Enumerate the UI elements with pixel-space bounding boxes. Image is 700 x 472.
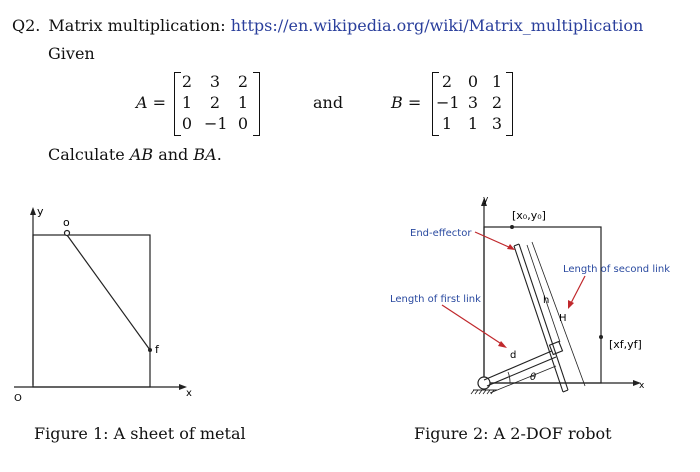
point-f [148, 348, 152, 352]
matrix-a-cell: 0 [237, 114, 249, 133]
second-link-arrowhead [568, 300, 574, 309]
question-number: Q2. [12, 16, 41, 35]
first-link-edge [484, 350, 554, 380]
second-link-arrow [570, 276, 585, 305]
calculate-instruction [48, 145, 222, 164]
calc-end: . [216, 145, 222, 164]
calc-prefix: Calculate [48, 145, 130, 164]
label-first-link: Length of first link [390, 294, 481, 305]
matrix-a-label: A = [136, 93, 167, 112]
label-second-link: Length of second link [563, 264, 671, 275]
figure2-label-y: y [483, 195, 489, 205]
label-h-upper: H [559, 313, 567, 324]
figure1-label-origin: O [14, 393, 22, 404]
base-joint [478, 377, 490, 389]
label-xf-yf: [xf,yf] [609, 338, 642, 351]
matrix-a-cell: 0 [181, 114, 193, 133]
figure1-label-f: f [155, 343, 159, 356]
figure1-label-y: y [37, 205, 44, 218]
calc-ba: BA [193, 145, 217, 164]
matrix-a-cell: 2 [181, 72, 193, 91]
matrix-b-label: B = [391, 93, 422, 112]
dimension-d [490, 366, 556, 393]
question-title: Matrix multiplication: [48, 16, 226, 35]
second-link-cap [563, 390, 568, 392]
label-h-lower: h [543, 295, 550, 306]
given-label: Given [48, 44, 95, 63]
figure1-label-o: o [63, 216, 70, 229]
dimension-h [527, 245, 560, 342]
matrix-b-cell: 1 [441, 114, 453, 133]
figure1-label-x: x [186, 388, 192, 399]
matrix-a-cell: 2 [237, 72, 249, 91]
point-xo-yo [510, 225, 514, 229]
and-label: and [313, 93, 344, 112]
matrix-a-right-bracket [253, 72, 260, 136]
point-o [65, 231, 70, 236]
calc-ab: AB [129, 145, 154, 164]
matrix-a-cell: −1 [204, 114, 228, 133]
figure1-caption: Figure 1: A sheet of metal [34, 424, 246, 443]
calc-mid: and [153, 145, 194, 164]
matrix-b-cell: 3 [491, 114, 503, 133]
matrix-b-cell: 2 [491, 93, 503, 112]
label-xo-yo: [x₀,y₀] [512, 209, 546, 222]
matrix-a-cell: 3 [209, 72, 221, 91]
second-link-cap [514, 244, 519, 246]
matrix-b-cell: 1 [491, 72, 503, 91]
metal-sheet [33, 235, 150, 387]
question-header [12, 16, 643, 35]
figure1-y-arrowhead [30, 207, 36, 215]
figure2-diagram [380, 190, 690, 412]
label-end-effector: End-effector [410, 228, 472, 239]
point-xf-yf [599, 335, 603, 339]
matrix-b-cell: 0 [467, 72, 479, 91]
matrix-b-cell: 2 [441, 72, 453, 91]
matrix-b-cell: 3 [467, 93, 479, 112]
label-d: d [510, 350, 517, 361]
matrix-a-cell: 2 [209, 93, 221, 112]
matrix-b-cell: 1 [467, 114, 479, 133]
cut-line [67, 235, 150, 350]
second-link-edge [514, 246, 563, 392]
figure2-caption: Figure 2: A 2-DOF robot [414, 424, 612, 443]
end-effector-arrow [475, 232, 511, 248]
figure1-diagram [0, 195, 220, 410]
first-link-arrow [442, 305, 503, 345]
label-theta: θ [530, 372, 537, 383]
matrix-a-cell: 1 [181, 93, 193, 112]
matrix-b-cell: −1 [436, 93, 460, 112]
matrix-a-cell: 1 [237, 93, 249, 112]
first-link-edge [487, 357, 556, 386]
wikipedia-link[interactable]: https://en.wikipedia.org/wiki/Matrix_multiplication [230, 16, 644, 35]
figure2-label-x: x [639, 381, 645, 391]
ground-hatch [471, 390, 494, 394]
